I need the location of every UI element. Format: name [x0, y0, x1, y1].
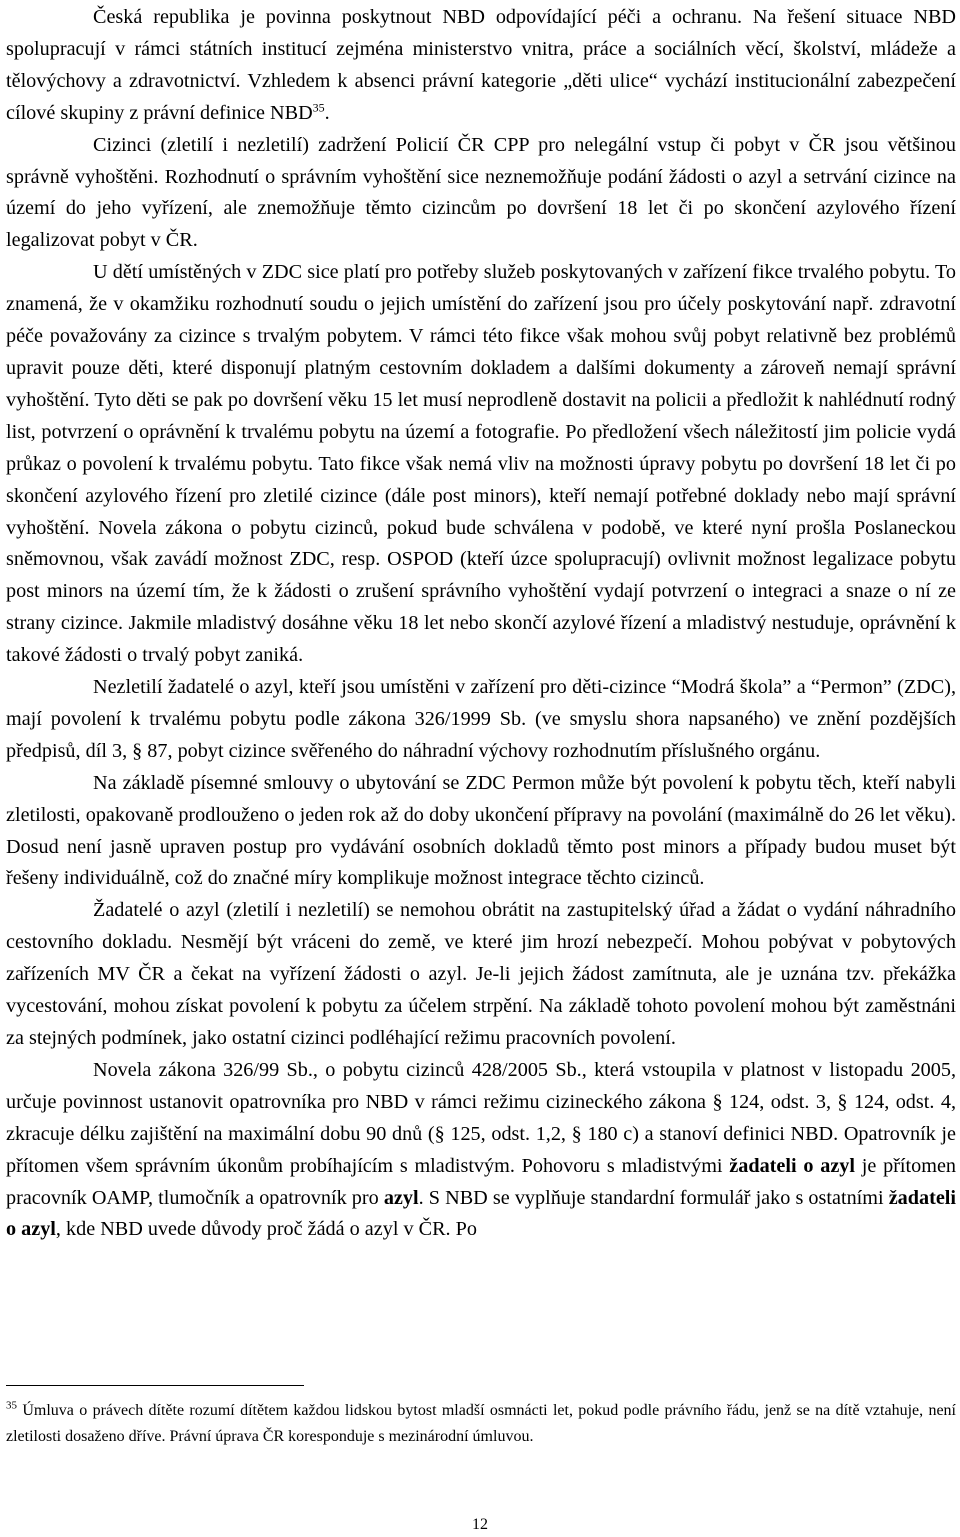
- footnote-reference: 35: [312, 99, 325, 114]
- paragraph: [6, 1055, 956, 1246]
- footnote: [6, 1398, 956, 1449]
- paragraph: [6, 2, 956, 130]
- paragraph: [6, 768, 956, 896]
- paragraph-text: je přítomen pracovník OAMP, tlumočník a opatrovník pro: [6, 1154, 956, 1209]
- paragraph-text: Česká republika je povinna poskytnout NBD odpovídající péči a ochranu. Na řešení situace NBD spolupracují v rámci státních institucí zejména ministerstvo vnitra, práce a sociálních věcí, školství, mládeže a tělovýchovy a zdravotnictví. Vzhledem k absenci právní kategorie „děti ulice“ vychází institucionální zabezpečení cílové skupiny z právní definice NBD: [6, 6, 956, 124]
- bold-text: azyl: [383, 1186, 419, 1209]
- paragraph-text: Novela zákona 326/99 Sb., o pobytu cizinců 428/2005 Sb., která vstoupila v platnost v listopadu 2005, určuje povinnost ustanovit opatrovníka pro NBD v rámci režimu cizineckého zákona § 124, odst. 3, § 124, odst. 4, zkracuje délku zajištění na maximální dobu 90 dnů (§ 125, odst. 1,2, § 180 c) a stanoví definici NBD. Opatrovník je přítomen všem správním úkonům probíhajícím s mladistvým. Pohovoru s mladistvými: [6, 1058, 956, 1177]
- body-text: [6, 2, 956, 1246]
- footnote-separator: [6, 1385, 304, 1386]
- paragraph-text: U dětí umístěných v ZDC sice platí pro potřeby služeb poskytovaných v zařízení fikce trvalého pobytu. To znamená, že v okamžiku rozhodnutí soudu o jejich umístění do zařízení jsou pro účely poskytování např. zdravotní péče považovány za cizince s trvalým pobytem. V rámci této fikce však mohou svůj pobyt relativně bez problémů upravit pouze děti, které disponují platným cestovním dokladem a dalšími dokumenty a zároveň nemají správní vyhoštění. Tyto děti se pak po dovršení věku 15 let musí neprodleně dostavit na policii a předložit k nahlédnutí rodný list, potvrzení o oprávnění k trvalému pobytu na území a fotografie. Po předložení všech náležitostí jim policie vydá průkaz o povolení k trvalému pobytu. Tato fikce však nemá vliv na možnosti úpravy pobytu po dovršení 18 let či po skončení azylového řízení pro zletilé cizince (dále post minors), kteří nemají potřebné doklady nebo mají správní vyhoštění. Novela zákona o pobytu cizinců, pokud bude schválena v podobě, ve které nyní prošla Poslaneckou sněmovnou, však zavádí možnost ZDC, resp. OSPOD (kteří úzce spolupracují) ovlivnit možnost legalizace pobytu post minors na území tím, že k žádosti o zrušení správního vyhoštění vydají potvrzení o integraci a snaze o ní ze strany cizince. Jakmile mladistvý dosáhne věku 18 let nebo skončí azylové řízení a mladistvý nestuduje, oprávnění k takové žádosti o trvalý pobyt zaniká.: [6, 261, 956, 667]
- footnote-text: Úmluva o právech dítěte rozumí dítětem každou lidskou bytost mladší osmnácti let, pokud podle právního řádu, jenž se na dítě vztahuje, není zletilosti dosaženo dříve. Právní úprava ČR koresponduje s mezinárodní úmluvou.: [6, 1402, 956, 1445]
- paragraph-text: . S NBD se vyplňuje standardní formulář jako s ostatními: [418, 1186, 889, 1209]
- paragraph-text: , kde NBD uvede důvody proč žádá o azyl v ČR. Po: [55, 1218, 477, 1241]
- paragraph: [6, 130, 956, 258]
- paragraph-text: Žadatelé o azyl (zletilí i nezletilí) se nemohou obrátit na zastupitelský úřad a žádat o vydání náhradního cestovního dokladu. Nesmějí být vráceni do země, ve které jim hrozí nebezpečí. Mohou pobývat v pobytových zařízeních MV ČR a čekat na vyřízení žádosti o azyl. Je-li jejich žádost zamítnuta, ale je uznána tzv. překážka vycestování, mohou získat povolení k pobytu za účelem strpění. Na základě tohoto povolení mohou být zaměstnáni za stejných podmínek, jako ostatní cizinci podléhající režimu pracovních povolení.: [6, 899, 956, 1049]
- paragraph-text: Cizinci (zletilí i nezletilí) zadržení Policií ČR CPP pro nelegální vstup či pobyt v ČR jsou většinou správně vyhoštěni. Rozhodnutí o správním vyhoštění sice neznemožňuje podání žádosti o azyl a setrvání cizince na území do jeho vyřízení, ale znemožňuje těmto cizincům po dovršení 18 let či po skončení azylového řízení legalizovat pobyt v ČR.: [6, 133, 956, 252]
- bold-text: žadateli o azyl: [729, 1154, 855, 1177]
- document-page: [6, 2, 956, 1246]
- paragraph: [6, 672, 956, 768]
- paragraph-text: Nezletilí žadatelé o azyl, kteří jsou umístěni v zařízení pro děti-cizince “Modrá škola” a “Permon” (ZDC), mají povolení k trvalému pobytu podle zákona 326/1999 Sb. (ve smyslu shora napsaného) ve znění pozdějších předpisů, díl 3, § 87, pobyt cizince svěřeného do náhradní výchovy rozhodnutím příslušného orgánu.: [6, 676, 956, 762]
- paragraph-text: Na základě písemné smlouvy o ubytování se ZDC Permon může být povolení k pobytu těch, kteří nabyli zletilosti, opakovaně prodlouženo o jeden rok až do doby ukončení přípravy na povolání (maximálně do 26 let věku). Dosud není jasně upraven postup pro vydávání osobních dokladů těmto post minors a případy budou muset být řešeny individuálně, což do značné míry komplikuje možnost integrace těchto cizinců.: [6, 771, 956, 890]
- paragraph: [6, 257, 956, 672]
- page-number: 12: [472, 1516, 488, 1533]
- footnote-number: 35: [6, 1399, 17, 1412]
- paragraph-text: .: [324, 101, 330, 124]
- paragraph: [6, 895, 956, 1055]
- bold-text: žadateli o azyl: [6, 1186, 956, 1241]
